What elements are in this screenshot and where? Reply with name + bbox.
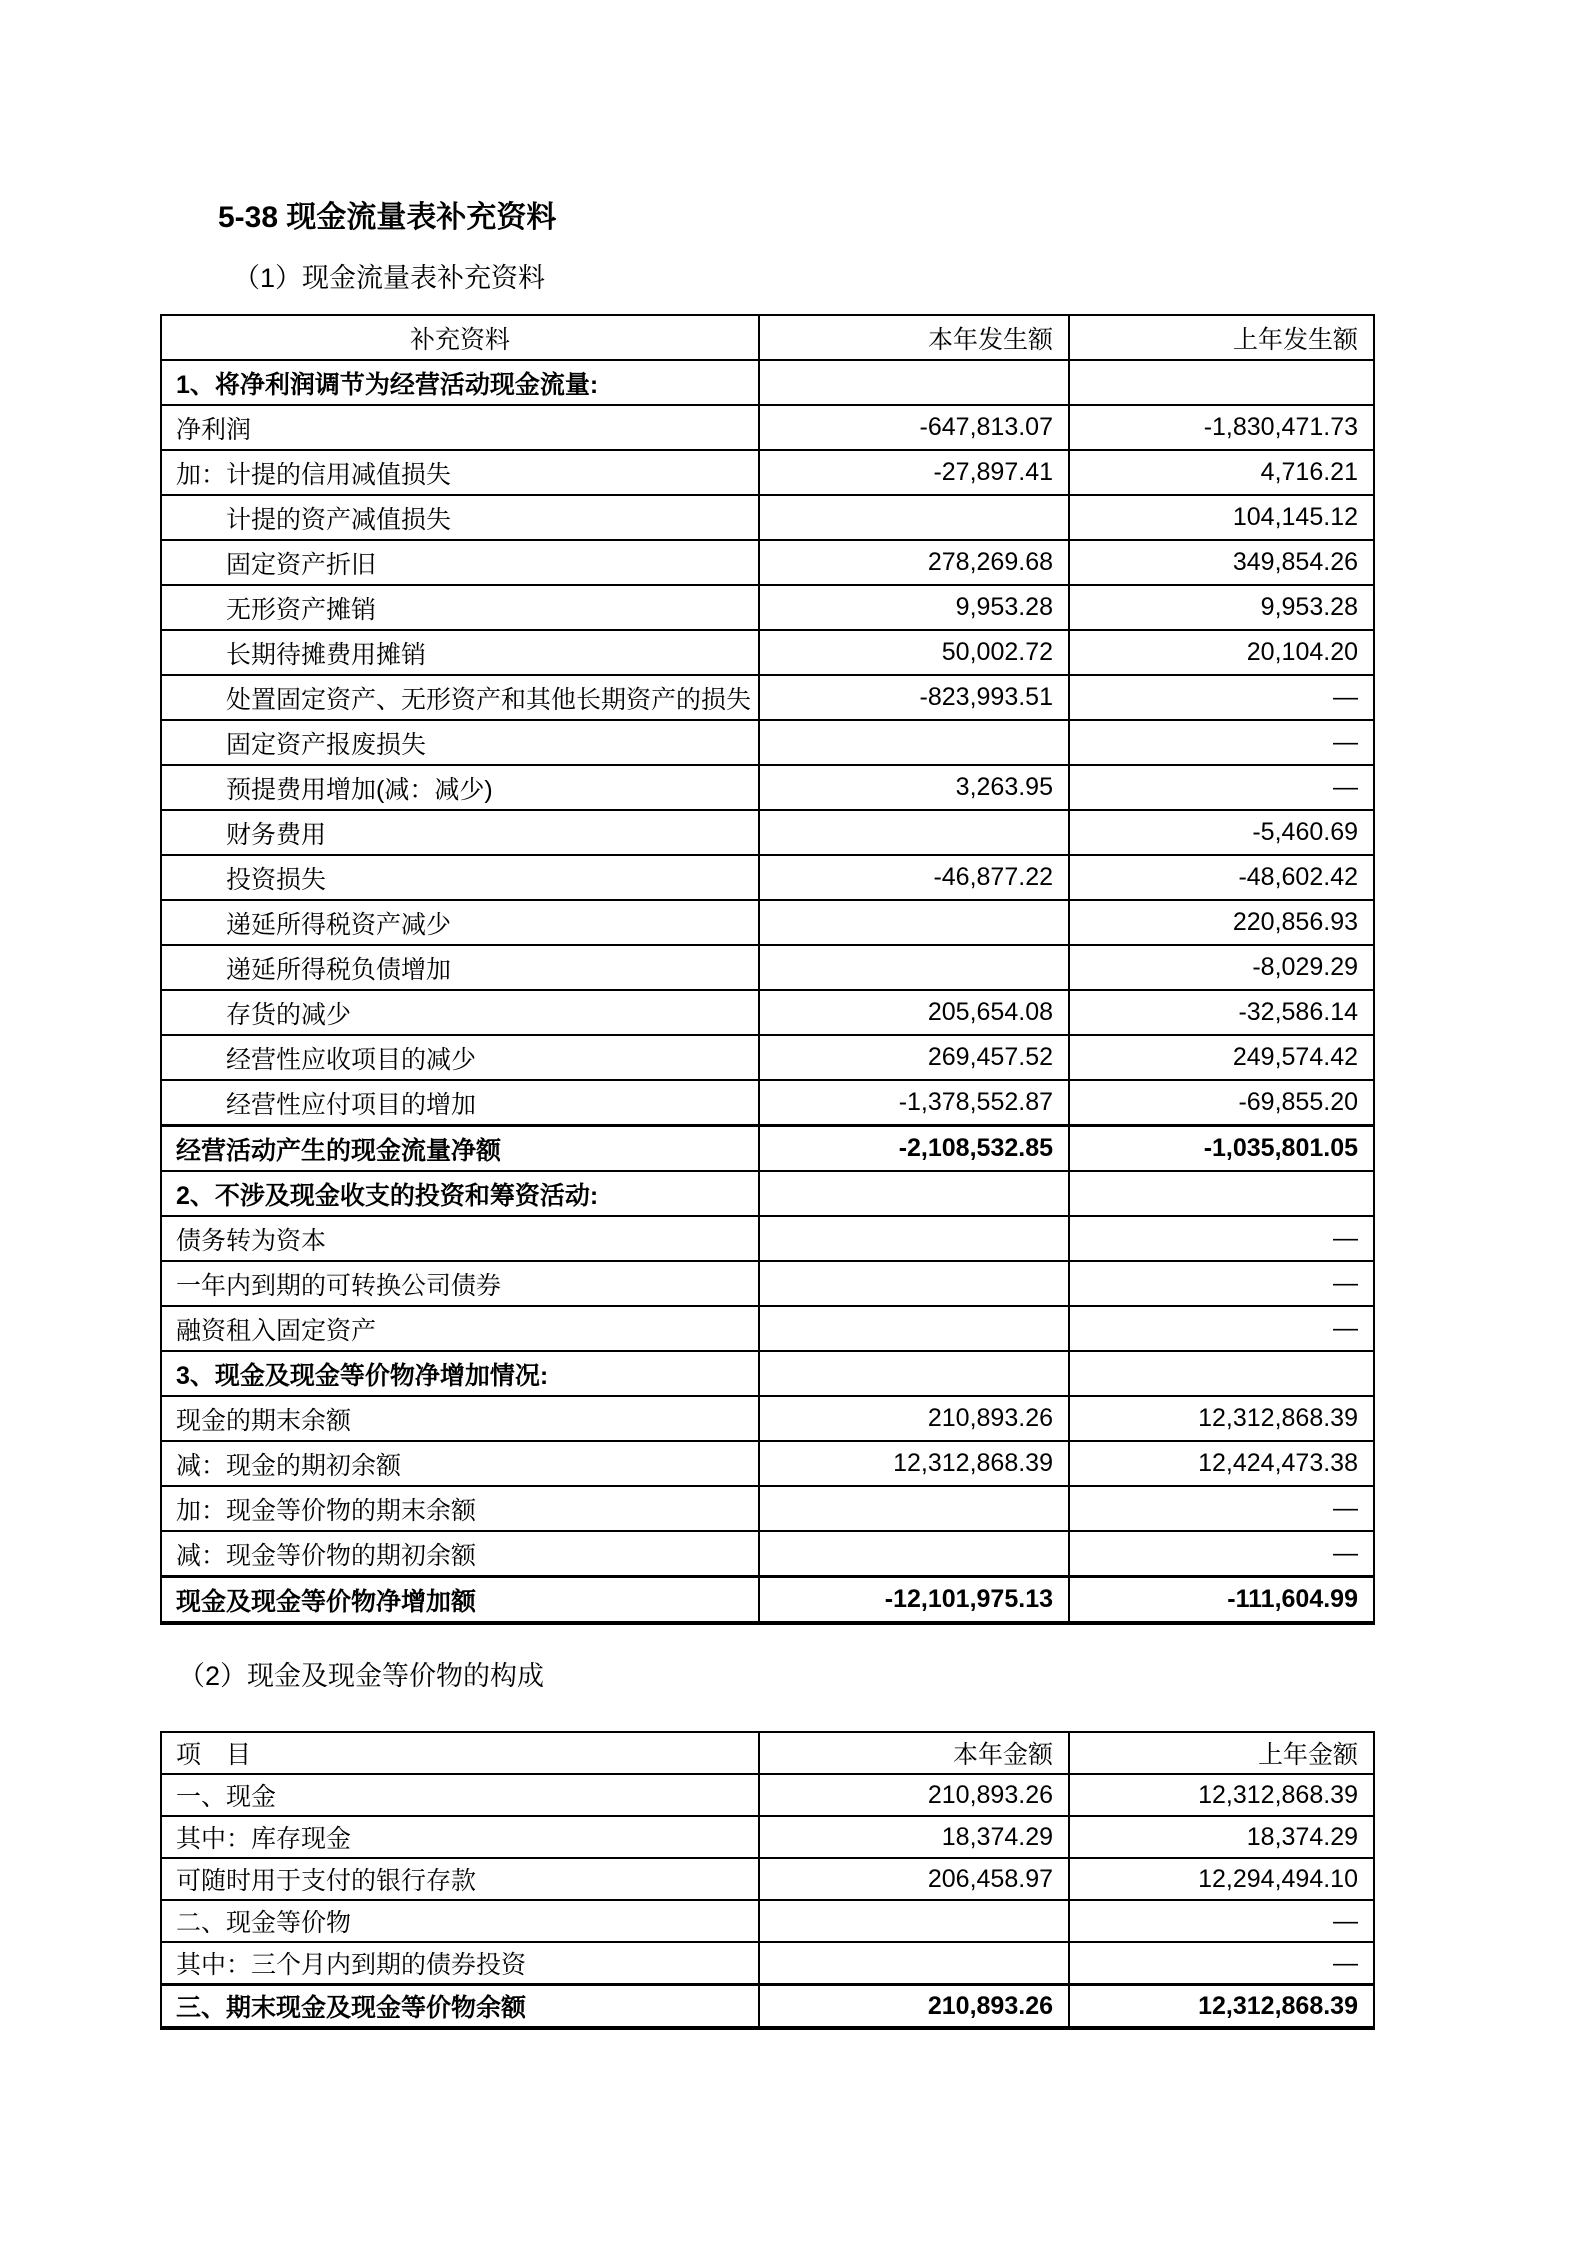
row-label: 2、不涉及现金收支的投资和筹资活动:	[161, 1171, 759, 1216]
row-prior-value: 12,312,868.39	[1069, 1396, 1374, 1441]
row-prior-value: -5,460.69	[1069, 810, 1374, 855]
row-current-value: 50,002.72	[759, 630, 1069, 675]
table-row	[161, 405, 1374, 450]
table-row	[161, 990, 1374, 1035]
row-prior-value: -1,830,471.73	[1069, 405, 1374, 450]
row-prior-value: 12,312,868.39	[1069, 1774, 1374, 1816]
row-label: 现金的期末余额	[161, 1396, 759, 1441]
table-row	[161, 1858, 1374, 1900]
row-label: 经营活动产生的现金流量净额	[161, 1126, 759, 1172]
row-current-value: -647,813.07	[759, 405, 1069, 450]
table-row	[161, 1171, 1374, 1216]
row-prior-value	[1069, 1351, 1374, 1396]
row-prior-value: 9,953.28	[1069, 585, 1374, 630]
table-row	[161, 1816, 1374, 1858]
table-row	[161, 1577, 1374, 1624]
table-row	[161, 360, 1374, 405]
row-label: 净利润	[161, 405, 759, 450]
col-header-prior-year: 上年发生额	[1069, 315, 1374, 360]
row-label: 财务费用	[161, 810, 759, 855]
table-row	[161, 1531, 1374, 1577]
row-label: 1、将净利润调节为经营活动现金流量:	[161, 360, 759, 405]
table-row	[161, 1486, 1374, 1531]
row-label: 计提的资产减值损失	[161, 495, 759, 540]
table-row	[161, 1306, 1374, 1351]
row-current-value	[759, 495, 1069, 540]
row-prior-value: 12,424,473.38	[1069, 1441, 1374, 1486]
row-current-value: 269,457.52	[759, 1035, 1069, 1080]
table-row	[161, 855, 1374, 900]
row-label: 债务转为资本	[161, 1216, 759, 1261]
row-current-value: 210,893.26	[759, 1985, 1069, 2029]
row-prior-value: -69,855.20	[1069, 1080, 1374, 1126]
row-prior-value: 349,854.26	[1069, 540, 1374, 585]
row-prior-value	[1069, 1171, 1374, 1216]
row-label: 其中：三个月内到期的债券投资	[161, 1942, 759, 1985]
table-row	[161, 540, 1374, 585]
row-prior-value: 104,145.12	[1069, 495, 1374, 540]
section-1-title: （1）现金流量表补充资料	[233, 263, 546, 293]
row-prior-value: -111,604.99	[1069, 1577, 1374, 1624]
row-label: 一、现金	[161, 1774, 759, 1816]
row-label: 一年内到期的可转换公司债券	[161, 1261, 759, 1306]
row-label: 固定资产折旧	[161, 540, 759, 585]
row-prior-value: —	[1069, 1306, 1374, 1351]
row-current-value: 210,893.26	[759, 1396, 1069, 1441]
row-current-value	[759, 1216, 1069, 1261]
row-prior-value: —	[1069, 1900, 1374, 1942]
row-prior-value	[1069, 360, 1374, 405]
row-current-value	[759, 945, 1069, 990]
row-current-value: -823,993.51	[759, 675, 1069, 720]
row-label: 3、现金及现金等价物净增加情况:	[161, 1351, 759, 1396]
table-row	[161, 945, 1374, 990]
table-row	[161, 1216, 1374, 1261]
row-current-value: -27,897.41	[759, 450, 1069, 495]
table-row	[161, 675, 1374, 720]
table-row	[161, 1351, 1374, 1396]
row-prior-value: —	[1069, 765, 1374, 810]
row-label: 融资租入固定资产	[161, 1306, 759, 1351]
row-prior-value: -8,029.29	[1069, 945, 1374, 990]
row-label: 递延所得税资产减少	[161, 900, 759, 945]
row-label: 预提费用增加(减：减少)	[161, 765, 759, 810]
row-prior-value: -1,035,801.05	[1069, 1126, 1374, 1172]
row-current-value	[759, 900, 1069, 945]
supplementary-table-header-row	[161, 315, 1374, 360]
cash-composition-table	[160, 1731, 1375, 2030]
row-label: 二、现金等价物	[161, 1900, 759, 1942]
table-row	[161, 1774, 1374, 1816]
table-row	[161, 450, 1374, 495]
row-prior-value: —	[1069, 1261, 1374, 1306]
row-prior-value: 12,294,494.10	[1069, 1858, 1374, 1900]
row-current-value	[759, 1531, 1069, 1577]
row-current-value: 9,953.28	[759, 585, 1069, 630]
row-label: 其中：库存现金	[161, 1816, 759, 1858]
section-2-title: （2）现金及现金等价物的构成	[178, 1661, 545, 1691]
table-row	[161, 765, 1374, 810]
row-prior-value: 12,312,868.39	[1069, 1985, 1374, 2029]
row-current-value	[759, 810, 1069, 855]
row-label: 减：现金的期初余额	[161, 1441, 759, 1486]
row-current-value	[759, 720, 1069, 765]
row-label: 处置固定资产、无形资产和其他长期资产的损失	[161, 675, 759, 720]
col-header-item: 项 目	[161, 1732, 759, 1774]
row-label: 递延所得税负债增加	[161, 945, 759, 990]
row-label: 固定资产报废损失	[161, 720, 759, 765]
row-current-value	[759, 1171, 1069, 1216]
row-current-value: -2,108,532.85	[759, 1126, 1069, 1172]
row-prior-value: —	[1069, 1942, 1374, 1985]
table-row	[161, 1080, 1374, 1126]
row-label: 现金及现金等价物净增加额	[161, 1577, 759, 1624]
row-prior-value: —	[1069, 1486, 1374, 1531]
row-label: 减：现金等价物的期初余额	[161, 1531, 759, 1577]
row-label: 三、期末现金及现金等价物余额	[161, 1985, 759, 2029]
table-row	[161, 1396, 1374, 1441]
row-label: 可随时用于支付的银行存款	[161, 1858, 759, 1900]
row-label: 经营性应收项目的减少	[161, 1035, 759, 1080]
table-row	[161, 1261, 1374, 1306]
row-label: 无形资产摊销	[161, 585, 759, 630]
row-current-value: 205,654.08	[759, 990, 1069, 1035]
row-prior-value: —	[1069, 675, 1374, 720]
row-current-value: -46,877.22	[759, 855, 1069, 900]
row-current-value	[759, 1486, 1069, 1531]
supplementary-table-body	[161, 360, 1374, 1623]
table-row	[161, 630, 1374, 675]
table-row	[161, 1441, 1374, 1486]
cash-composition-table-body	[161, 1774, 1374, 2028]
row-current-value	[759, 1351, 1069, 1396]
row-current-value	[759, 1261, 1069, 1306]
cash-composition-table-header-row	[161, 1732, 1374, 1774]
col-header-prior-amount: 上年金额	[1069, 1732, 1374, 1774]
table-row	[161, 1942, 1374, 1985]
row-prior-value: —	[1069, 1531, 1374, 1577]
row-prior-value: -32,586.14	[1069, 990, 1374, 1035]
row-current-value: 206,458.97	[759, 1858, 1069, 1900]
table-row	[161, 900, 1374, 945]
table-row	[161, 810, 1374, 855]
row-current-value: -12,101,975.13	[759, 1577, 1069, 1624]
row-prior-value: 249,574.42	[1069, 1035, 1374, 1080]
row-current-value	[759, 1306, 1069, 1351]
row-prior-value: 20,104.20	[1069, 630, 1374, 675]
table-row	[161, 1900, 1374, 1942]
row-current-value: 210,893.26	[759, 1774, 1069, 1816]
row-label: 经营性应付项目的增加	[161, 1080, 759, 1126]
row-label: 投资损失	[161, 855, 759, 900]
row-current-value: 18,374.29	[759, 1816, 1069, 1858]
table-row	[161, 495, 1374, 540]
row-current-value: 3,263.95	[759, 765, 1069, 810]
row-current-value	[759, 360, 1069, 405]
row-prior-value: —	[1069, 720, 1374, 765]
row-current-value: 278,269.68	[759, 540, 1069, 585]
row-current-value	[759, 1942, 1069, 1985]
table-row	[161, 1126, 1374, 1172]
row-prior-value: 18,374.29	[1069, 1816, 1374, 1858]
row-current-value	[759, 1900, 1069, 1942]
row-label: 存货的减少	[161, 990, 759, 1035]
row-prior-value: 4,716.21	[1069, 450, 1374, 495]
document-title: 5-38 现金流量表补充资料	[218, 201, 557, 234]
col-header-current-amount: 本年金额	[759, 1732, 1069, 1774]
table-row	[161, 585, 1374, 630]
table-row	[161, 1985, 1374, 2029]
row-prior-value: 220,856.93	[1069, 900, 1374, 945]
table-row	[161, 1035, 1374, 1080]
row-label: 加：计提的信用减值损失	[161, 450, 759, 495]
row-label: 长期待摊费用摊销	[161, 630, 759, 675]
row-current-value: -1,378,552.87	[759, 1080, 1069, 1126]
row-label: 加：现金等价物的期末余额	[161, 1486, 759, 1531]
col-header-current-year: 本年发生额	[759, 315, 1069, 360]
row-prior-value: -48,602.42	[1069, 855, 1374, 900]
table-row	[161, 720, 1374, 765]
supplementary-table	[160, 314, 1375, 1625]
row-prior-value: —	[1069, 1216, 1374, 1261]
row-current-value: 12,312,868.39	[759, 1441, 1069, 1486]
col-header-item: 补充资料	[161, 315, 759, 360]
